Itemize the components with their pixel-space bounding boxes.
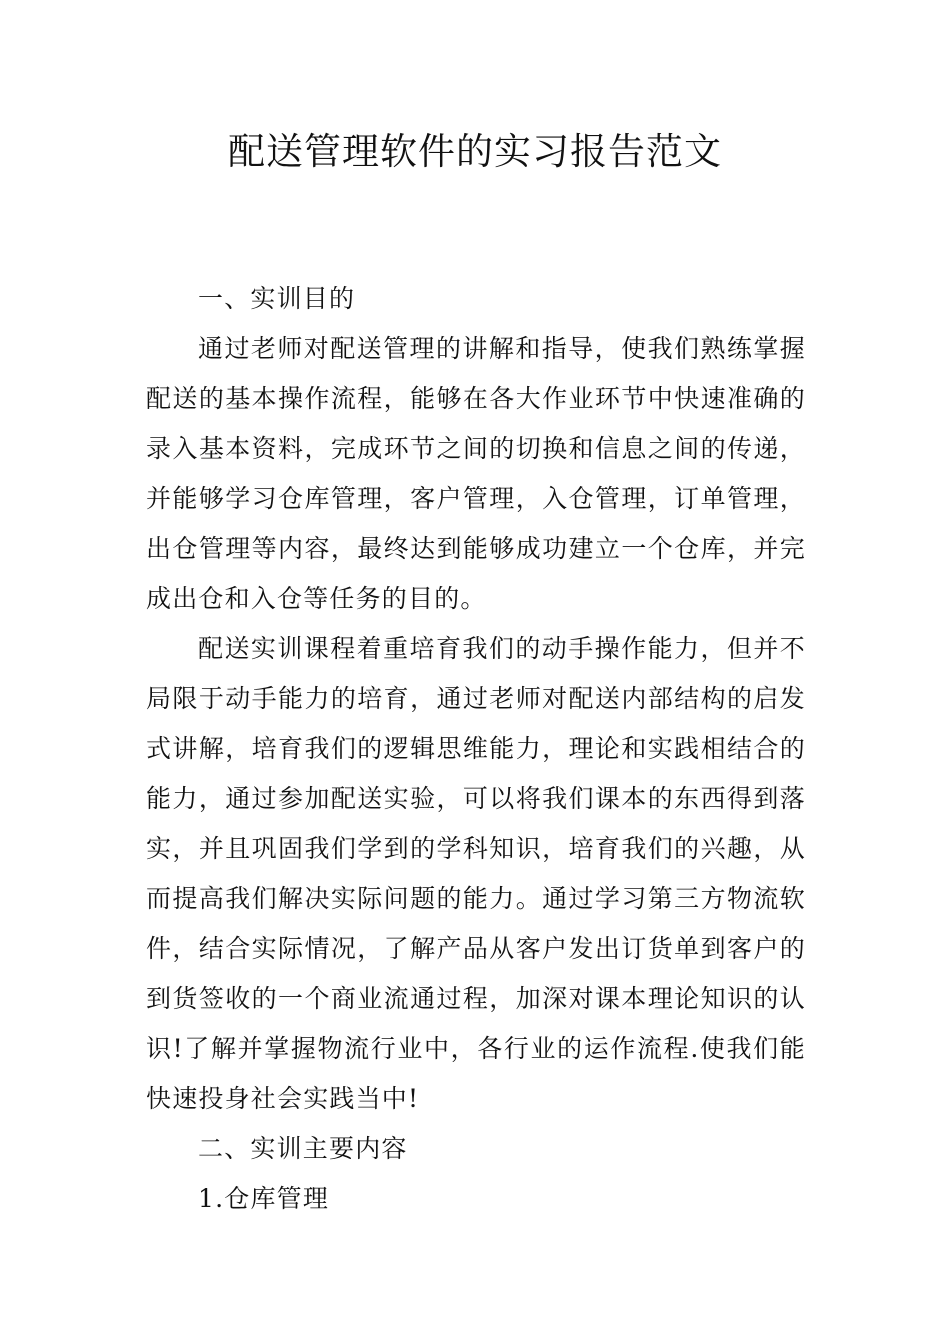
section-heading-objective: 一、实训目的 [198,284,356,313]
document-title: 配送管理软件的实习报告范文 [228,130,722,173]
paragraph-objective: 通过老师对配送管理的讲解和指导，使我们熟练掌握配送的基本操作流程，能够在各大作业环节中快速准确的录入基本资料，完成环节之间的切换和信息之间的传递，并能够学习仓库管理，客户管理，入仓管理，订单管理，出仓管理等内容，最终达到能够成功建立一个仓库，并完成出仓和入仓等任务的目的。 [146,334,806,613]
section-heading-main-content: 二、实训主要内容 [198,1134,408,1163]
paragraph-training-course: 配送实训课程着重培育我们的动手操作能力，但并不局限于动手能力的培育，通过老师对配送内部结构的启发式讲解，培育我们的逻辑思维能力，理论和实践相结合的能力，通过参加配送实验，可以将我们课本的东西得到落实，并且巩固我们学到的学科知识，培育我们的兴趣，从而提高我们解决实际问题的能力。通过学习第三方物流软件，结合实际情况，了解产品从客户发出订货单到客户的到货签收的一个商业流通过程，加深对课本理论知识的认识!了解并掌握物流行业中，各行业的运作流程.使我们能快速投身社会实践当中! [146,634,806,1113]
subsection-heading-warehouse: 1.仓库管理 [198,1184,330,1213]
document-body [146,274,806,1224]
